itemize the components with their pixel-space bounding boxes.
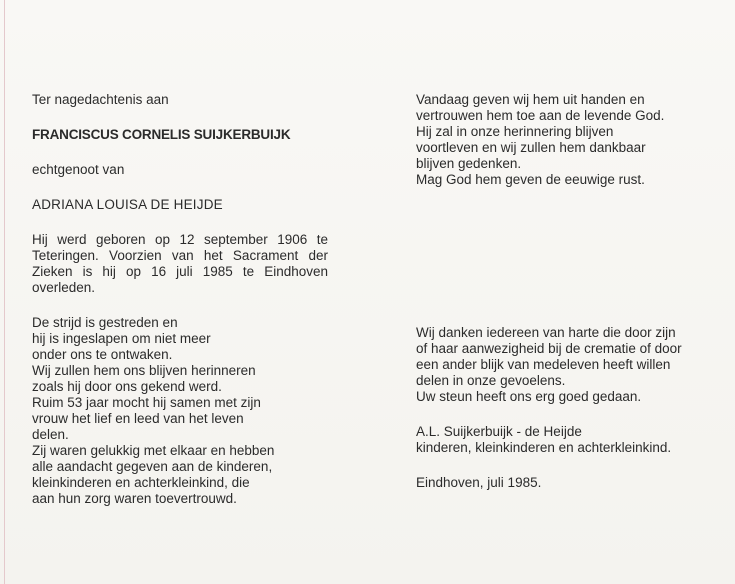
right-column: [416, 92, 735, 491]
prayer-block: [416, 92, 735, 188]
poem-line: delen.: [32, 427, 69, 442]
poem-line: kleinkinderen en achterkleinkind, die: [32, 475, 250, 490]
prayer-line: Vandaag geven wij hem uit handen en: [416, 92, 645, 107]
thanks-line: Uw steun heeft ons erg goed gedaan.: [416, 389, 642, 404]
prayer-line: vertrouwen hem toe aan de levende God.: [416, 108, 665, 123]
poem-line: aan hun zorg waren toevertrouwd.: [32, 491, 237, 506]
poem-line: onder ons te ontwaken.: [32, 347, 173, 362]
thanks-line: delen in onze gevoelens.: [416, 373, 566, 388]
poem-line: Ruim 53 jaar mocht hij samen met zijn: [32, 395, 261, 410]
prayer-line: Hij zal in onze herinnering blijven: [416, 124, 614, 139]
poem-block: [32, 315, 332, 507]
prayer-line: voortleven en wij zullen hem dankbaar: [416, 140, 646, 155]
thanks-line: Wij danken iedereen van harte die door zijn: [416, 325, 676, 340]
poem-line: Wij zullen hem ons blijven herinneren: [32, 363, 256, 378]
poem-line: zoals hij door ons gekend werd.: [32, 379, 222, 394]
family-line: kinderen, kleinkinderen en achterkleinkind.: [416, 440, 672, 455]
biography-text: Hij werd geboren op 12 september 1906 te Teteringen. Voorzien van het Sacrament der Zieken is hij op 16 juli 1985 te Eindhoven overleden.: [32, 232, 328, 295]
left-column: [32, 92, 332, 507]
family-line: A.L. Suijkerbuijk - de Heijde: [416, 424, 582, 439]
poem-line: Zij waren gelukkig met elkaar en hebben: [32, 443, 275, 458]
poem-line: vrouw het lief en leed van het leven: [32, 411, 244, 426]
relation-text: echtgenoot van: [32, 162, 125, 177]
poem-line: alle aandacht gegeven aan de kinderen,: [32, 459, 273, 474]
thanks-line: of haar aanwezigheid bij de crematie of door: [416, 341, 682, 356]
fold-line: [4, 0, 5, 584]
spouse-name: ADRIANA LOUISA DE HEIJDE: [32, 197, 223, 212]
poem-line: hij is ingeslapen om niet meer: [32, 331, 211, 346]
place-date: Eindhoven, juli 1985.: [416, 475, 542, 490]
poem-line: De strijd is gestreden en: [32, 315, 178, 330]
thanks-block: [416, 325, 735, 405]
intro-text: Ter nagedachtenis aan: [32, 92, 169, 107]
thanks-line: een ander blijk van medeleven heeft willen: [416, 357, 671, 372]
family-signature: [416, 424, 735, 456]
prayer-line: blijven gedenken.: [416, 156, 522, 171]
prayer-line: Mag God hem geven de eeuwige rust.: [416, 172, 645, 187]
deceased-name: FRANCISCUS CORNELIS SUIJKERBUIJK: [32, 127, 291, 142]
